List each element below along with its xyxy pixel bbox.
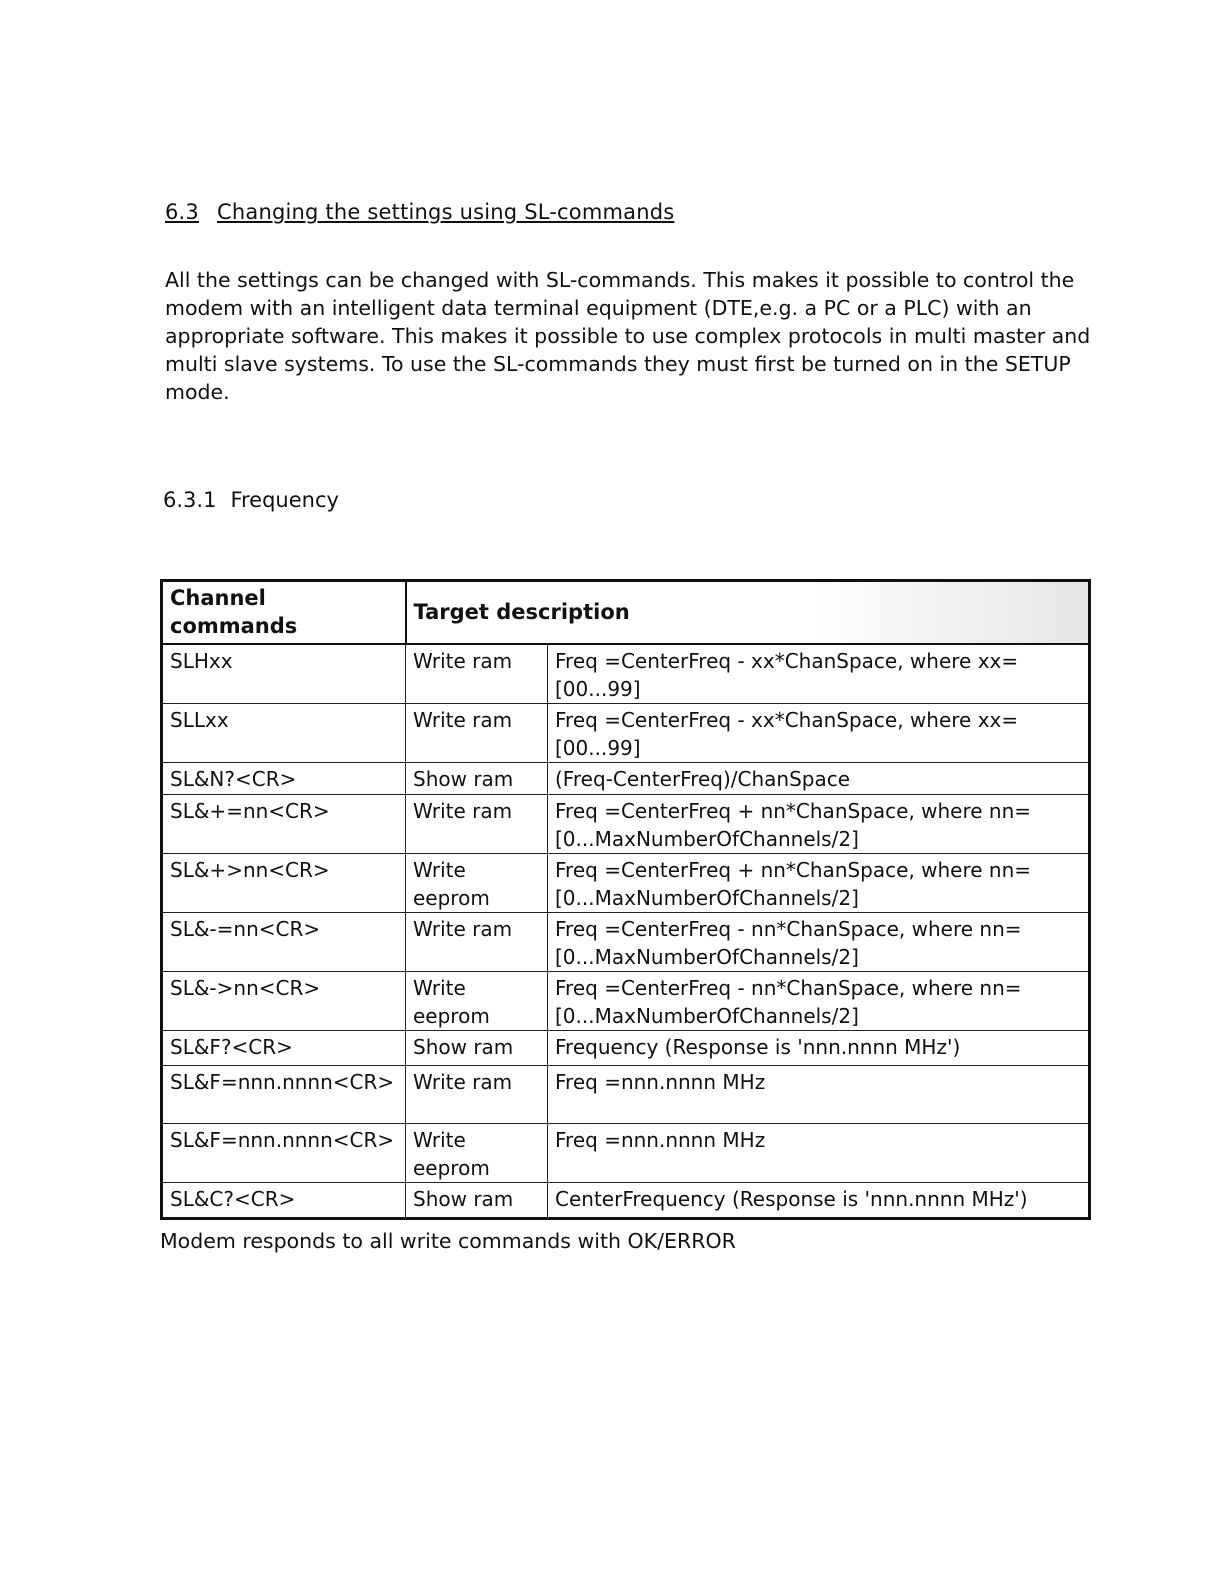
target-cell: Write ram [406,1066,548,1124]
target-cell: Write ram [406,644,548,704]
command-cell: SL&F?<CR> [162,1031,406,1066]
table-row [162,972,1090,1031]
target-cell: Write eeprom [406,854,548,913]
command-cell: SL&+>nn<CR> [162,854,406,913]
target-cell: Write eeprom [406,972,548,1031]
section-title: Changing the settings using SL-commands [217,200,675,224]
command-cell: SLLxx [162,704,406,763]
command-cell: SL&N?<CR> [162,763,406,795]
target-cell: Write ram [406,795,548,854]
description-cell: Freq =CenterFreq - xx*ChanSpace, where xx=[00...99] [548,704,1090,763]
table-row [162,1124,1090,1183]
table-row [162,644,1090,704]
target-cell: Write ram [406,913,548,972]
target-cell: Write ram [406,704,548,763]
target-cell: Write eeprom [406,1124,548,1183]
table-row [162,1066,1090,1124]
response-note: Modem responds to all write commands with OK/ERROR [160,1229,736,1253]
description-cell: Freq =CenterFreq + nn*ChanSpace, where nn=[0...MaxNumberOfChannels/2] [548,795,1090,854]
command-cell: SL&F=nnn.nnnn<CR> [162,1124,406,1183]
target-cell: Show ram [406,763,548,795]
table-row [162,1031,1090,1066]
target-cell: Show ram [406,1031,548,1066]
table-row [162,854,1090,913]
command-cell: SL&C?<CR> [162,1183,406,1219]
table-row [162,795,1090,854]
table-row [162,913,1090,972]
frequency-commands-table [160,579,1091,1220]
subsection-title: Frequency [230,488,339,512]
section-number: 6.3 [165,200,199,224]
header-channel-commands: Channel commands [162,581,406,645]
description-cell: Freq =CenterFreq - nn*ChanSpace, where nn=[0...MaxNumberOfChannels/2] [548,913,1090,972]
description-cell: Frequency (Response is 'nnn.nnnn MHz') [548,1031,1090,1066]
table-row [162,1183,1090,1219]
command-cell: SLHxx [162,644,406,704]
section-heading [165,200,674,224]
subsection-heading [163,488,339,512]
target-cell: Show ram [406,1183,548,1219]
command-cell: SL&->nn<CR> [162,972,406,1031]
description-cell: (Freq-CenterFreq)/ChanSpace [548,763,1090,795]
description-cell: Freq =nnn.nnnn MHz [548,1066,1090,1124]
command-cell: SL&+=nn<CR> [162,795,406,854]
table-row [162,704,1090,763]
description-cell: Freq =CenterFreq - xx*ChanSpace, where xx=[00...99] [548,644,1090,704]
table-header-row [162,581,1090,645]
command-cell: SL&F=nnn.nnnn<CR> [162,1066,406,1124]
intro-paragraph: All the settings can be changed with SL-commands. This makes it possible to control the modem with an intelligent data terminal equipment (DTE,e.g. a PC or a PLC) with an appropriate software. This makes it possible to use complex protocols in multi master and multi slave systems. To use the SL-commands they must first be turned on in the SETUP mode. [165,268,1091,404]
command-cell: SL&-=nn<CR> [162,913,406,972]
subsection-number: 6.3.1 [163,488,217,512]
description-cell: CenterFrequency (Response is 'nnn.nnnn MHz') [548,1183,1090,1219]
description-cell: Freq =CenterFreq - nn*ChanSpace, where nn=[0...MaxNumberOfChannels/2] [548,972,1090,1031]
header-target-description: Target description [406,581,1090,645]
table-row [162,763,1090,795]
description-cell: Freq =nnn.nnnn MHz [548,1124,1090,1183]
description-cell: Freq =CenterFreq + nn*ChanSpace, where nn=[0...MaxNumberOfChannels/2] [548,854,1090,913]
